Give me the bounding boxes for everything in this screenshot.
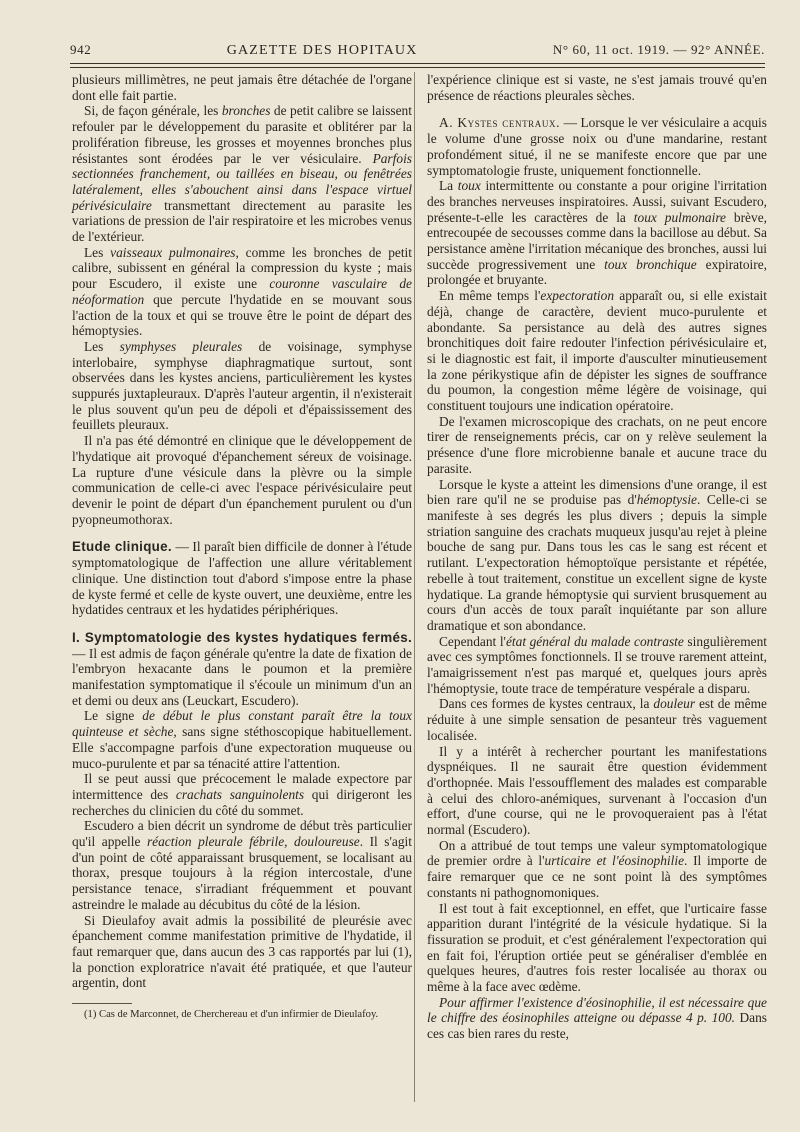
header-rule-thick [70, 63, 765, 64]
footnote-rule [72, 1003, 132, 1004]
column-divider [414, 72, 415, 1102]
paragraph: Il n'a pas été démontré en clinique que le développement de l'hydatique ait provoqué d'épanchement séreux de voisinage. La rupture d'une vésicule dans la plèvre ou la simple communication de celle-ci avec l'espace périvésiculaire peut devenir le point de départ d'un épanchement purulent ou d'un pyopneumothorax. [72, 433, 412, 527]
paragraph: Cependant l'état général du malade contraste singulièrement avec ces symptômes fonctionnels. Il se trouve rarement atteint, l'amaigrissement n'est pas marqué et, quelques jours après l'hémoptysie, toute trace de température vespérale a disparu. [427, 633, 767, 696]
paragraph: La toux intermittente ou constante a pour origine l'irritation des branches nerveuses inspiratoires. Aussi, suivant Escudero, présente-t-elle les caractères de la toux pulmonaire brève, entrecoupée de secousses comme dans la bacillose au début. Sa persistance amène l'irritation mécanique des bronches, aussi lui succède progressivement une toux bronchique expiratoire, prolongée et bruyante. [427, 178, 767, 288]
journal-title: GAZETTE DES HOPITAUX [226, 43, 418, 58]
paragraph: Si Dieulafoy avait admis la possibilité de pleurésie avec épanchement comme manifestation primitive de l'hydatide, il faut remarquer que, dans aucun des 3 cas rapportés par lui (1), la ponction exploratrice n'avait été pratiquée, et que l'auteur argentin, dont [72, 912, 412, 991]
subsection-kystes-centraux: A. Kystes centraux. — Lorsque le ver vésiculaire a acquis le volume d'une grosse noix ou d'une mandarine, restant profondément situé, il ne se manifeste encore que par une symptomatologie fruste, uniquement fonctionnelle. [427, 115, 767, 178]
paragraph: On a attribué de tout temps une valeur symptomatologique de premier ordre à l'urticaire et l'éosinophilie. Il importe de faire remarquer que ce ne sont point là des symptômes constants ni pathognomoniques. [427, 837, 767, 900]
paragraph: En même temps l'expectoration apparaît ou, si elle existait déjà, change de caractère, devient muco-purulente et abondante. Sa persistance au delà des autres signes bronchitiques doit faire redouter l'infection périvésiculaire et, si le diagnostic est fait, il importe d'ausculter minutieusement la zone périkystique afin de dépister les signes de souffrance du poumon, la congestion même légère de voisinage, qui constituent toujours une indication opératoire. [427, 288, 768, 414]
paragraph: Pour affirmer l'existence d'éosinophilie, il est nécessaire que le chiffre des éosinophiles atteigne ou dépasse 4 p. 100. Dans ces cas bien rares du reste, [427, 994, 767, 1042]
paragraph: Escudero a bien décrit un syndrome de début très particulier qu'il appelle réaction pleurale fébrile, douloureuse. Il s'agit d'un point de côté apparaissant brusquement, se localisant au thorax, presque toujours à la région intercostale, d'une persistance tenace, s'irradiant fréquemment et pouvant astreindre le malade au décubitus du côté de la lésion. [72, 818, 412, 912]
paragraph: De l'examen microscopique des crachats, on ne peut encore tirer de renseignements précis, car on y relève seulement la présence d'une flore microbienne banale et aucune trace du parasite. [427, 413, 767, 476]
paragraph: l'expérience clinique est si vaste, ne s'est jamais trouvé qu'en présence de réactions pleurales sèches. [427, 72, 767, 103]
paragraph: Le signe de début le plus constant paraît être la toux quinteuse et sèche, sans signe stéthoscopique habituellement. Elle s'accompagne parfois d'une expectoration muqueuse ou muco-purulente et par sa ténacité attire l'attention. [72, 708, 413, 771]
paragraph: Les symphyses pleurales de voisinage, symphyse interlobaire, symphyse diaphragmatique surtout, sont observées dans les kystes anciens, particulièrement les kystes suppurés juxtapleuraux. D'après l'auteur argentin, il n'existerait le plus souvent qu'un peu de dépoli et d'épaississement des feuillets pleuraux. [72, 338, 412, 433]
paragraph: Si, de façon générale, les bronches de petit calibre se laissent refouler par le développement du parasite et oblitérer par la prolifération fibreuse, les grosses et moyennes bronches plus résistantes sont érodées par le ver vésiculaire. Parfois sectionnées franchement, ou taillées en biseau, ou fenêtrées latéralement, elles s'abouchent ainsi dans l'espace virtuel périvésiculaire transmettant directement au parasite les variations de pression de l'air respiratoire et les microbes venus de l'extérieur. [72, 103, 412, 245]
paragraph: Les vaisseaux pulmonaires, comme les bronches de petit calibre, subissent en général la compression du kyste ; mais pour Escudero, il existe une couronne vasculaire de néoformation que percute l'hydatide en se mouvant sous l'action de la toux et qui se trouve être le point de départ des hémoptysies. [72, 244, 412, 339]
paragraph: Dans ces formes de kystes centraux, la douleur est de même réduite à une simple sensation de pesanteur très vaguement localisée. [427, 696, 767, 743]
paragraph: plusieurs millimètres, ne peut jamais être détachée de l'organe dont elle fait partie. [72, 72, 412, 103]
subsection-heading: A. Kystes centraux. [439, 115, 561, 131]
header-rule-thin [70, 67, 765, 68]
section-heading: I. Symptomatologie des kystes hydatiques fermés. [72, 629, 412, 645]
section-heading: Etude clinique. [72, 539, 172, 555]
paragraph: Il se peut aussi que précocement le malade expectore par intermittence des crachats sanguinolents qui dirigeront les recherches du clinicien du côté du sommet. [72, 771, 412, 818]
paragraph: Lorsque le kyste a atteint les dimensions d'une orange, il est bien rare qu'il ne se produise pas d'hémoptysie. Celle-ci se manifeste à ses degrés les plus divers ; depuis la simple striation sanguine des crachats muqueux jusqu'au rejet à pleine bouche de sang pur. Dans tous les cas le sang est récent et rutilant. L'expectoration hémoptoïque persistante et répétée, rebelle à tout traitement, constitue un excellent signe de kyste hydatique. La grande hémoptysie qui survient brusquement au cours d'un accès de toux paraît inquiétante par son allure dramatique et son abondance. [427, 476, 767, 633]
page-header [70, 42, 765, 62]
paragraph: Il est tout à fait exceptionnel, en effet, que l'urticaire fasse apparition durant l'intégrité de la vésicule hydatique. Si la fissuration se produit, et c'est généralement l'expectoration qui en fait foi, l'éruption ortiée peut se généraliser d'emblée en quelques heures, d'autres fois rester localisée au thorax ou même à la face avec œdème. [427, 900, 767, 995]
right-column [427, 72, 767, 1042]
issue-info: N° 60, 11 oct. 1919. — 92° ANNÉE. [552, 42, 765, 57]
footnote: (1) Cas de Marconnet, de Cherchereau et d'un infirmier de Dieulafoy. [84, 1009, 379, 1021]
left-column: plusieurs millimètres, ne peut jamais être détachée de l'organe dont elle fait partie. Si, de façon générale, les bronches de petit calibre se laissent refouler par le développement du parasite et oblitérer par la prolifération fibreuse, les grosses et moyennes bronches plus résistantes sont érodées par le ver vésiculaire. Parfois sectionnées franchement, ou taillées en biseau, ou fenêtrées latéralement, elles s'abouchent ainsi dans l'espace virtuel périvésiculaire transmettant directement au parasite les variations de pression de l'air respiratoire et les microbes venus de l'extérieur. Les vaisseaux pulmonaires, comme les bronches de petit calibre, subissent en général la compression du kyste ; mais pour Escudero, il existe une couronne vasculaire de néoformation que percute l'hydatide en se mouvant sous l'action de la toux et qui se trouve être le point de départ des hémoptysies. Les symphyses pleurales de voisinage, symphyse interlobaire, symphyse diaphragmatique surtout, sont observées dans les kystes anciens, particulièrement les kystes suppurés juxtapleuraux. D'après l'auteur argentin, il n'existerait le plus souvent qu'un peu de dépoli et d'épaississement des feuillets pleuraux. Il n'a pas été démontré en clinique que le développement de l'hydatique ait provoqué d'épanchement séreux de voisinage. La rupture d'une vésicule dans la plèvre ou la simple communication de celle-ci avec l'espace périvésiculaire peut devenir le point de départ d'un épanchement purulent ou d'un pyopneumothorax. Etude clinique. — Il paraît bien difficile de donner à l'étude symptomatologique de l'affection une allure véritablement clinique. Une distinction tout d'abord s'impose entre la phase de kyste fermé et celle de kyste ouvert, une deuxième, entre les hydatides centraux et les hydatides périphériques. I. Symptomatologie des kystes hydatiques fermés. — Il est admis de façon générale qu'entre la date de fixation de l'embryon hexacante dans le poumon et la première manifestation symptomatique il s'écoule un minimum d'un an et demi ou deux ans (Leuckart, Escudero). Le signe de début le plus constant paraît être la toux quinteuse et sèche, sans signe stéthoscopique habituellement. Elle s'accompagne parfois d'une expectoration muqueuse ou muco-purulente et par sa ténacité attire l'attention. Il se peut aussi que précocement le malade expectore par intermittence des crachats sanguinolents qui dirigeront les recherches du clinicien du côté du sommet. Escudero a bien décrit un syndrome de début très particulier qu'il appelle réaction pleurale fébrile, douloureuse. Il s'agit d'un point de côté apparaissant brusquement, se localisant au thorax, presque toujours à la région intercostale, d'une persistance tenace, s'irradiant fréquemment et pouvant astreindre le malade au décubitus du côté de la lésion. Si Dieulafoy avait admis la possibilité de pleurésie avec épanchement comme manifestation primitive de l'hydatide, il faut remarquer que, dans aucun des 3 cas rapportés par lui (1), la ponction exploratrice n'avait été pratiquée, et que l'auteur argentin, dont (1) Cas de Marconnet, de Cherchereau et d'un infirmier de Dieulafoy. [72, 72, 413, 1021]
page-number: 942 [70, 42, 92, 57]
paragraph: Il y a intérêt à rechercher pourtant les manifestations dyspnéiques. Il ne saurait être question évidemment d'orthopnée. Mais l'essoufflement des malades est comparable à celui des chloro-anémiques, survenant à l'occasion d'un effort, d'une course, qui ne le provoqueraient pas à l'état normal (Escudero). [427, 743, 767, 838]
